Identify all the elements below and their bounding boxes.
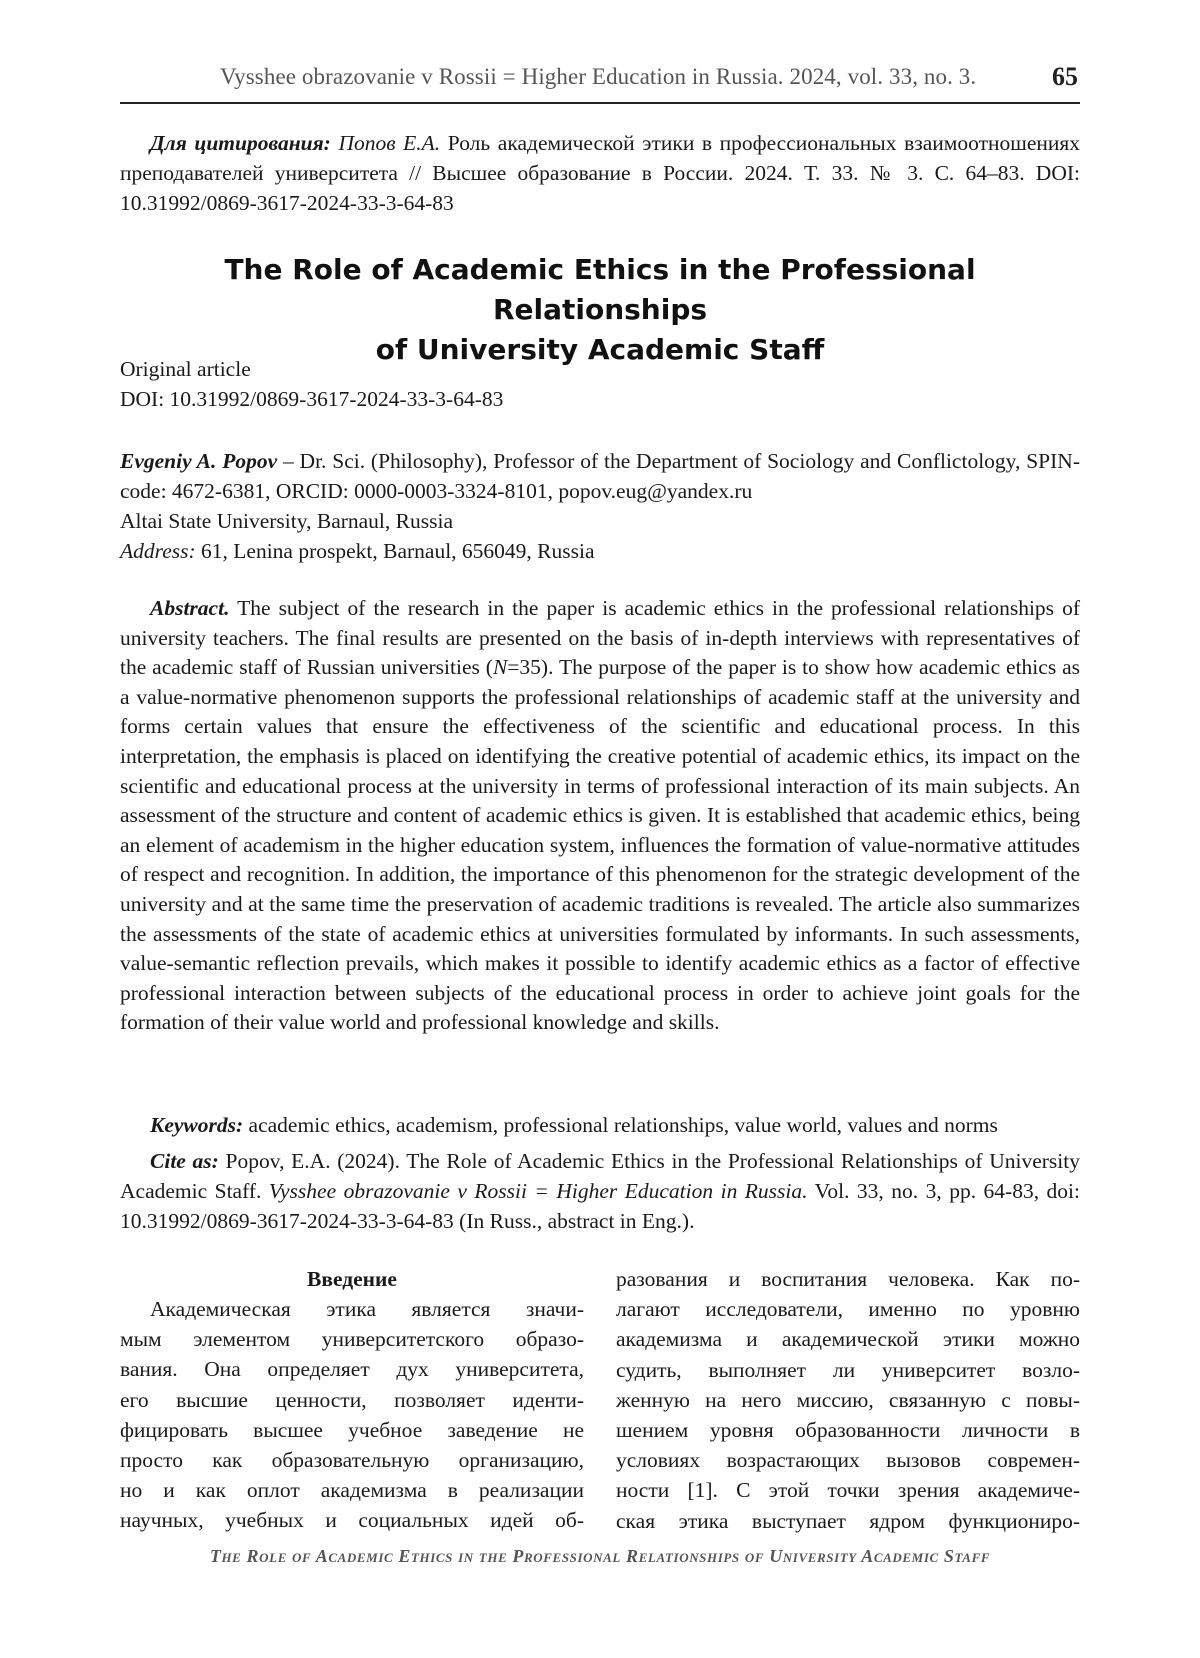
body-column-right xyxy=(616,1264,1080,1536)
running-footer: The Role of Academic Ethics in the Professional Relationships of University Academic Staff xyxy=(209,1546,991,1566)
citation-ru-label: Для цитирования: xyxy=(150,131,331,155)
body-line: академизма и академической этики можно xyxy=(616,1327,1080,1352)
body-line: женную на него миссию, связанную с повы- xyxy=(616,1387,1080,1412)
abstract xyxy=(120,594,1080,1038)
body-line: шением уровня образованности личности в xyxy=(616,1418,1080,1443)
address-label: Address: xyxy=(120,539,196,563)
citation-ru xyxy=(120,128,1080,218)
body-line: Академическая этика является значи- xyxy=(150,1297,584,1321)
article-doi: DOI: 10.31992/0869-3617-2024-33-3-64-83 xyxy=(120,387,504,411)
keywords-text: academic ethics, academism, professional relationships, value world, values and norms xyxy=(243,1113,998,1137)
article-meta xyxy=(120,354,1080,414)
article-title-line-1: The Role of Academic Ethics in the Professional Relationships xyxy=(224,253,976,326)
author-address xyxy=(120,536,1080,566)
article-title-line-2: of University Academic Staff xyxy=(375,333,825,366)
author-details: – Dr. Sci. (Philosophy), Professor of the Department of Sociology and Conflictology, SPIN-code: 4672-6381, ORCID: 0000-0003-3324-8101, popov.eug@yandex.ru xyxy=(120,449,1080,503)
author-block xyxy=(120,446,1080,566)
body-column-left xyxy=(120,1264,584,1536)
page-number: 65 xyxy=(1052,62,1078,91)
cite-as-text-1: Popov, E.A. (2024). The Role of Academic Ethics in the Professional Relationships of University Academic Staff. xyxy=(120,1149,1080,1203)
body-line: ская этика выступает ядром функциониро- xyxy=(616,1508,1080,1533)
article-title xyxy=(120,250,1080,370)
cite-as-journal: Vysshee obrazovanie v Rossii = Higher Education in Russia. xyxy=(268,1179,808,1203)
address-text: 61, Lenina prospekt, Barnaul, 656049, Russia xyxy=(195,539,595,563)
cite-as-label: Cite as: xyxy=(150,1149,219,1173)
body-line: вания. Она определяет дух университета, xyxy=(120,1357,584,1382)
body-line: лагают исследователи, именно по уровню xyxy=(616,1297,1080,1322)
abstract-text-1: The subject of the research in the paper is academic ethics in the professional relationships of university teachers. The final results are presented on the basis of in-depth interviews with representatives of the academic staff of Russian universities ( xyxy=(120,596,1080,680)
abstract-label: Abstract. xyxy=(150,596,230,620)
citation-ru-author: Попов Е.А. xyxy=(338,131,441,155)
body-line: разования и воспитания человека. Как по- xyxy=(616,1267,1080,1291)
author-name: Evgeniy A. Popov xyxy=(120,449,278,473)
author-line xyxy=(120,446,1080,506)
body-line: ности [1]. С этой точки зрения академиче- xyxy=(616,1478,1080,1503)
body-line: просто как образовательную организацию, xyxy=(120,1448,584,1473)
citation-ru-text: Роль академической этики в профессиональных взаимоотношениях преподавателей университета // Высшее образование в России. 2024. Т. 33. № 3. С. 64–83. DOI: 10.31992/0869-3617-2024-33-3-64-83 xyxy=(120,131,1081,215)
body-line: научных, учебных и социальных идей об- xyxy=(120,1508,584,1533)
journal-title: Vysshee obrazovanie v Rossii = Higher Education in Russia. 2024, vol. 33, no. 3. xyxy=(220,64,977,89)
abstract-n-symbol: N xyxy=(492,655,508,680)
keywords xyxy=(120,1110,1080,1140)
body-line: но и как оплот академизма в реализации xyxy=(120,1478,584,1503)
body-line: судить, выполняет ли университет возло- xyxy=(616,1357,1080,1382)
body-line: фицировать высшее учебное заведение не xyxy=(120,1417,584,1442)
running-head xyxy=(120,62,1080,104)
body-line: условиях возрастающих вызовов современ- xyxy=(616,1448,1080,1473)
abstract-text-2: =35). The purpose of the paper is to show how academic ethics as a value-normative phenomenon supports the professional relationships of academic staff at the university and forms certain values that ensure the effectiveness of the scientific and educational process. In this interpretation, the emphasis is placed on identifying the creative potential of academic ethics, its impact on the scientific and educational process at the university in terms of professional interaction of its main subjects. An assessment of the structure and content of academic ethics is given. It is established that academic ethics, being an element of academism in the higher education system, influences the formation of value-normative attitudes of respect and recognition. In addition, the importance of this phenomenon for the strategic development of the university and at the same time the preservation of academic traditions is revealed. The article also summarizes the assessments of the state of academic ethics at universities formulated by informants. In such assessments, value-semantic reflection prevails, which makes it possible to identify academic ethics as a factor of effective professional interaction between subjects of the educational process in order to achieve joint goals for the formation of their value world and professional knowledge and skills. xyxy=(120,655,1080,1035)
cite-as xyxy=(120,1146,1080,1236)
author-affiliation: Altai State University, Barnaul, Russia xyxy=(120,509,453,533)
section-heading: Введение xyxy=(307,1267,397,1291)
body-line: его высшие ценности, позволяет иденти- xyxy=(120,1387,584,1412)
article-type: Original article xyxy=(120,357,251,381)
cite-as-text-2: Vol. 33, no. 3, pp. 64-83, doi: 10.31992/0869-3617-2024-33-3-64-83 (In Russ., abstract in Eng.). xyxy=(120,1179,1080,1233)
keywords-label: Keywords: xyxy=(150,1113,244,1137)
body-line: мым элементом университетского образо- xyxy=(120,1327,584,1352)
